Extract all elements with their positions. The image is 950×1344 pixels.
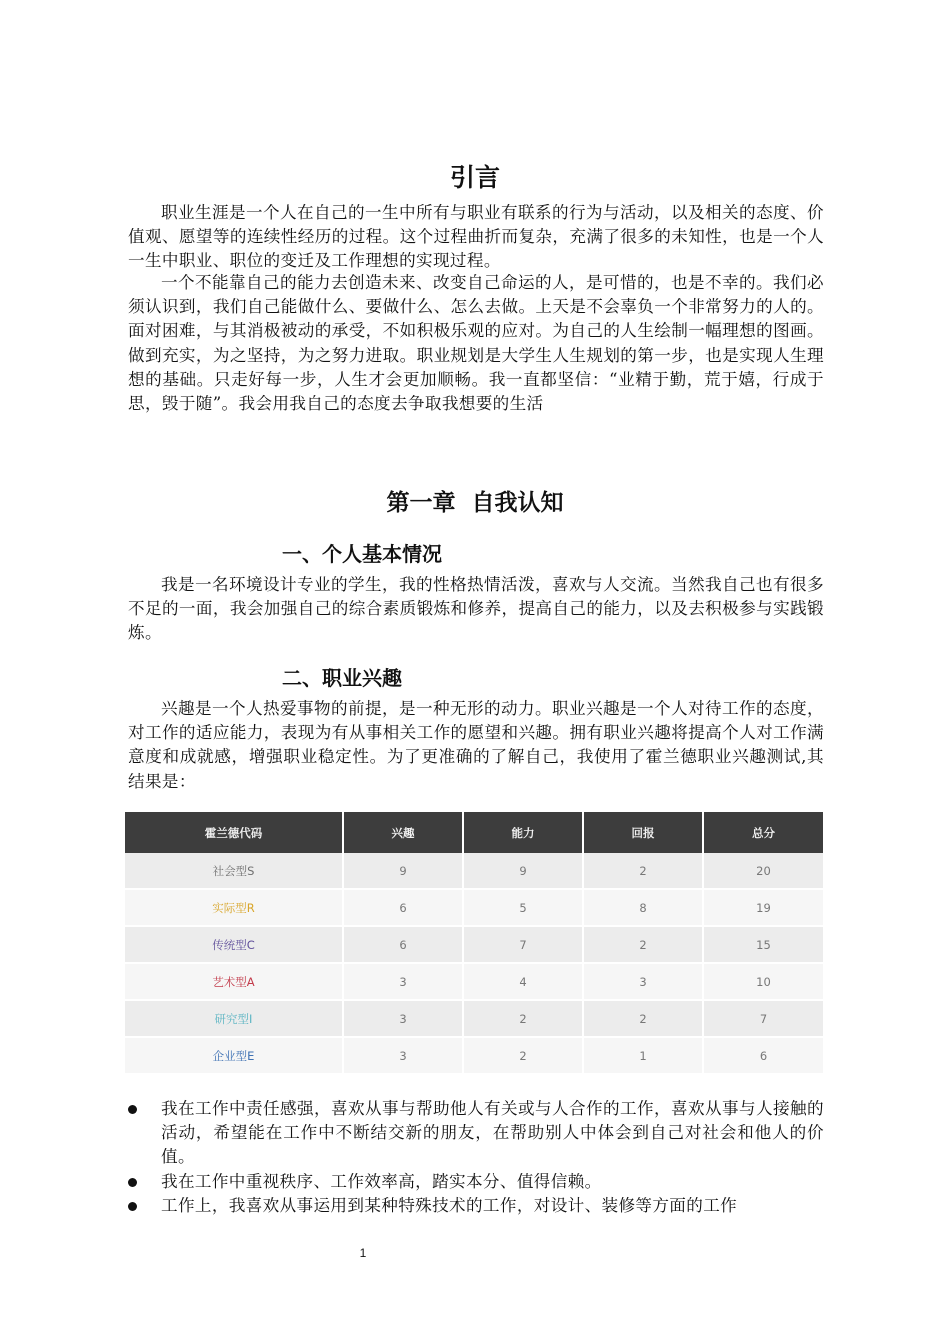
holland-result-table — [125, 812, 823, 1075]
basic-info-paragraph: 我是一名环境设计专业的学生，我的性格热情活泼，喜欢与人交流。当然我自己也有很多不足的一面，我会加强自己的综合素质锻炼和修养，提高自己的能力，以及去积极参与实践锻炼。 — [128, 575, 824, 643]
section-heading-career-interest: 二、职业兴趣 — [282, 666, 402, 690]
cell-reward: 1 — [583, 1037, 703, 1074]
list-item-text: 我在工作中重视秩序、工作效率高，踏实本分、值得信赖。 — [161, 1171, 602, 1191]
section-heading-basic-info: 一、个人基本情况 — [282, 542, 442, 566]
list-item-text: 工作上，我喜欢从事运用到某种特殊技术的工作，对设计、装修等方面的工作 — [161, 1195, 738, 1215]
cell-code: 研究型I — [125, 1000, 343, 1037]
cell-total: 19 — [703, 889, 823, 926]
bullet-icon — [128, 1105, 137, 1114]
cell-total: 10 — [703, 963, 823, 1000]
bullet-icon — [128, 1202, 137, 1211]
cell-total: 15 — [703, 926, 823, 963]
table-row — [125, 1037, 823, 1074]
cell-interest: 3 — [343, 1000, 463, 1037]
table-row — [125, 926, 823, 963]
cell-code: 传统型C — [125, 926, 343, 963]
cell-interest: 6 — [343, 889, 463, 926]
cell-reward: 3 — [583, 963, 703, 1000]
table-row — [125, 1000, 823, 1037]
header-interest: 兴趣 — [343, 812, 463, 853]
header-code: 霍兰德代码 — [125, 812, 343, 853]
cell-interest: 3 — [343, 1037, 463, 1074]
intro-paragraph-2: 一个不能靠自己的能力去创造未来、改变自己命运的人，是可惜的，也是不幸的。我们必须认识到，我们自己能做什么、要做什么、怎么去做。上天是不会辜负一个非常努力的人的。面对困难，与其消极被动的承受，不如积极乐观的应对。为自己的人生绘制一幅理想的图画。做到充实，为之坚持，为之努力进取。职业规划是大学生人生规划的第一步，也是实现人生理想的基础。只走好每一步，人生才会更加顺畅。我一直都坚信：“业精于勤，荒于嬉，行成于思，毁于随”。我会用我自己的态度去争取我想要的生活 — [128, 273, 824, 414]
table-header-row — [125, 812, 823, 853]
cell-total: 6 — [703, 1037, 823, 1074]
cell-ability: 2 — [463, 1000, 583, 1037]
cell-reward: 2 — [583, 926, 703, 963]
cell-interest: 9 — [343, 853, 463, 889]
holland-result-table-wrapper — [125, 812, 823, 1075]
table-row — [125, 963, 823, 1000]
list-item — [128, 1097, 824, 1170]
header-reward: 回报 — [583, 812, 703, 853]
intro-title: 引言 — [449, 163, 500, 192]
table-row — [125, 853, 823, 889]
career-interest-paragraph: 兴趣是一个人热爱事物的前提，是一种无形的动力。职业兴趣是一个人对待工作的态度，对工作的适应能力，表现为有从事相关工作的愿望和兴趣。拥有职业兴趣将提高个人对工作满意度和成就感，增强职业稳定性。为了更准确的了解自己，我使用了霍兰德职业兴趣测试,其结果是： — [128, 699, 824, 791]
cell-reward: 2 — [583, 1000, 703, 1037]
page-number: 1 — [359, 1246, 367, 1260]
cell-reward: 2 — [583, 853, 703, 889]
cell-ability: 5 — [463, 889, 583, 926]
cell-code: 社会型S — [125, 853, 343, 889]
list-item-text: 我在工作中责任感强，喜欢从事与帮助他人有关或与人合作的工作，喜欢从事与人接触的活动，希望能在工作中不断结交新的朋友，在帮助别人中体会到自己对社会和他人的价值。 — [161, 1099, 824, 1167]
cell-ability: 7 — [463, 926, 583, 963]
cell-interest: 3 — [343, 963, 463, 1000]
header-ability: 能力 — [463, 812, 583, 853]
cell-code: 实际型R — [125, 889, 343, 926]
cell-interest: 6 — [343, 926, 463, 963]
cell-reward: 8 — [583, 889, 703, 926]
cell-ability: 2 — [463, 1037, 583, 1074]
trait-bullet-list — [128, 1097, 824, 1218]
cell-total: 20 — [703, 853, 823, 889]
cell-ability: 4 — [463, 963, 583, 1000]
list-item — [128, 1194, 824, 1218]
cell-ability: 9 — [463, 853, 583, 889]
cell-total: 7 — [703, 1000, 823, 1037]
header-total: 总分 — [703, 812, 823, 853]
chapter-title: 第一章 自我认知 — [386, 490, 564, 516]
intro-paragraph-1: 职业生涯是一个人在自己的一生中所有与职业有联系的行为与活动，以及相关的态度、价值观、愿望等的连续性经历的过程。这个过程曲折而复杂，充满了很多的未知性，也是一个人一生中职业、职位的变迁及工作理想的实现过程。 — [128, 203, 824, 271]
bullet-icon — [128, 1178, 137, 1187]
table-row — [125, 889, 823, 926]
cell-code: 企业型E — [125, 1037, 343, 1074]
list-item — [128, 1170, 824, 1194]
cell-code: 艺术型A — [125, 963, 343, 1000]
